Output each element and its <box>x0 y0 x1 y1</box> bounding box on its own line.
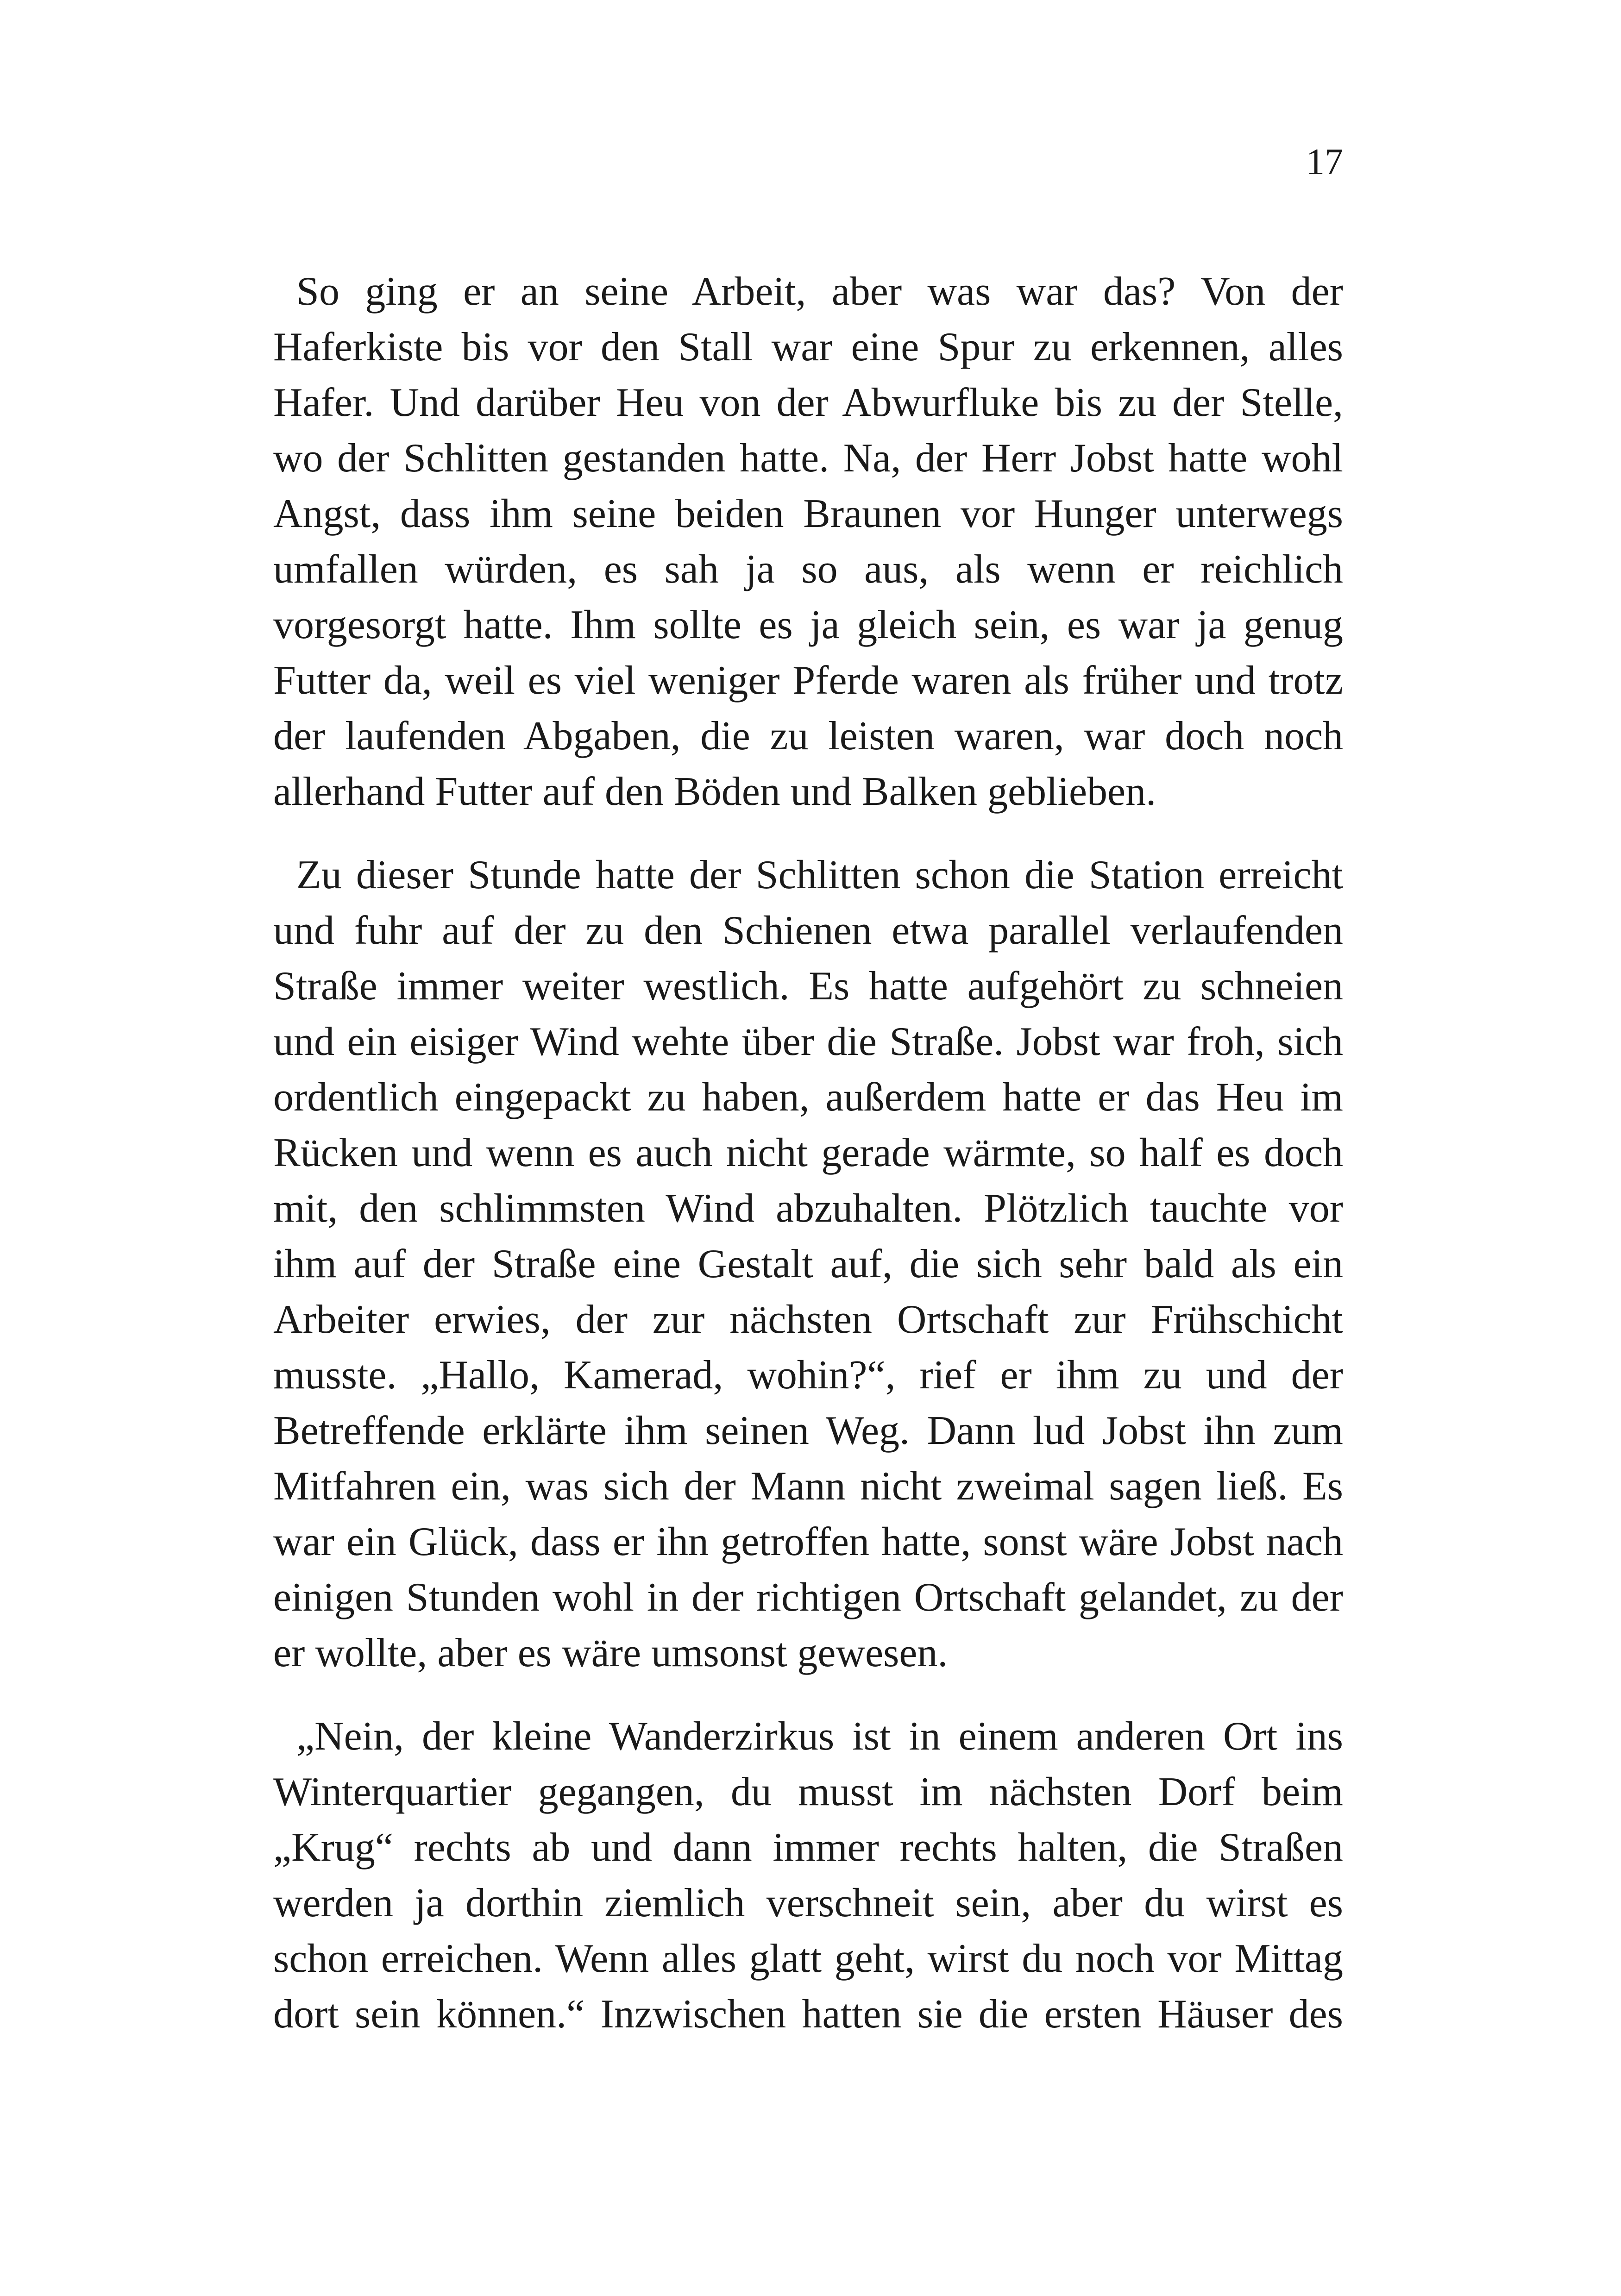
text-line: Rücken und wenn es auch nicht gerade wärmte, so half es doch <box>273 1130 1343 1175</box>
text-line: ordentlich eingepackt zu haben, außerdem hatte er das Heu im <box>273 1075 1343 1120</box>
text-line: Mitfahren ein, was sich der Mann nicht zweimal sagen ließ. Es <box>273 1464 1343 1509</box>
text-line: Angst, dass ihm seine beiden Braunen vor Hunger unterwegs <box>273 491 1343 536</box>
text-line: Winterquartier gegangen, du musst im nächsten Dorf beim <box>273 1769 1343 1814</box>
page-number: 17 <box>1306 142 1343 182</box>
text-line: umfallen würden, es sah ja so aus, als wenn er reichlich <box>273 547 1343 592</box>
text-line: Zu dieser Stunde hatte der Schlitten schon die Station erreicht <box>296 853 1343 897</box>
text-line: ihm auf der Straße eine Gestalt auf, die sich sehr bald als ein <box>273 1242 1343 1286</box>
text-line: Hafer. Und darüber Heu von der Abwurfluke bis zu der Stelle, <box>273 380 1343 425</box>
text-line: Betreffende erklärte ihm seinen Weg. Dann lud Jobst ihn zum <box>273 1408 1343 1453</box>
body-text <box>273 264 1343 2070</box>
text-line: So ging er an seine Arbeit, aber was war das? Von der <box>296 269 1343 314</box>
text-line: und ein eisiger Wind wehte über die Straße. Jobst war froh, sich <box>273 1019 1343 1064</box>
text-line: der laufenden Abgaben, die zu leisten waren, war doch noch <box>273 714 1343 759</box>
text-line: Straße immer weiter westlich. Es hatte aufgehört zu schneien <box>273 964 1343 1009</box>
text-line: „Krug“ rechts ab und dann immer rechts halten, die Straßen <box>273 1825 1343 1870</box>
text-line: musste. „Hallo, Kamerad, wohin?“, rief er ihm zu und der <box>273 1353 1343 1398</box>
text-line: Haferkiste bis vor den Stall war eine Spur zu erkennen, alles <box>273 325 1343 370</box>
text-line: schon erreichen. Wenn alles glatt geht, wirst du noch vor Mittag <box>273 1936 1343 1981</box>
text-line: Arbeiter erwies, der zur nächsten Ortschaft zur Frühschicht <box>273 1297 1343 1342</box>
text-line: werden ja dorthin ziemlich verschneit sein, aber du wirst es <box>273 1881 1343 1926</box>
text-line: er wollte, aber es wäre umsonst gewesen. <box>273 1631 948 1675</box>
paragraph-2 <box>273 847 1343 1681</box>
text-line: dort sein können.“ Inzwischen hatten sie die ersten Häuser des <box>273 1992 1343 2037</box>
text-line: vorgesorgt hatte. Ihm sollte es ja gleich sein, es war ja genug <box>273 602 1343 647</box>
paragraph-3 <box>273 1709 1343 2042</box>
text-line: wo der Schlitten gestanden hatte. Na, der Herr Jobst hatte wohl <box>273 436 1343 481</box>
text-line: und fuhr auf der zu den Schienen etwa parallel verlaufenden <box>273 908 1343 953</box>
text-line: mit, den schlimmsten Wind abzuhalten. Plötzlich tauchte vor <box>273 1186 1343 1231</box>
text-line: allerhand Futter auf den Böden und Balken geblieben. <box>273 769 1156 814</box>
text-line: war ein Glück, dass er ihn getroffen hatte, sonst wäre Jobst nach <box>273 1519 1343 1564</box>
text-line: Futter da, weil es viel weniger Pferde waren als früher und trotz <box>273 658 1343 703</box>
text-line: „Nein, der kleine Wanderzirkus ist in einem anderen Ort ins <box>296 1714 1343 1759</box>
paragraph-1 <box>273 264 1343 820</box>
text-line: einigen Stunden wohl in der richtigen Ortschaft gelandet, zu der <box>273 1575 1343 1620</box>
